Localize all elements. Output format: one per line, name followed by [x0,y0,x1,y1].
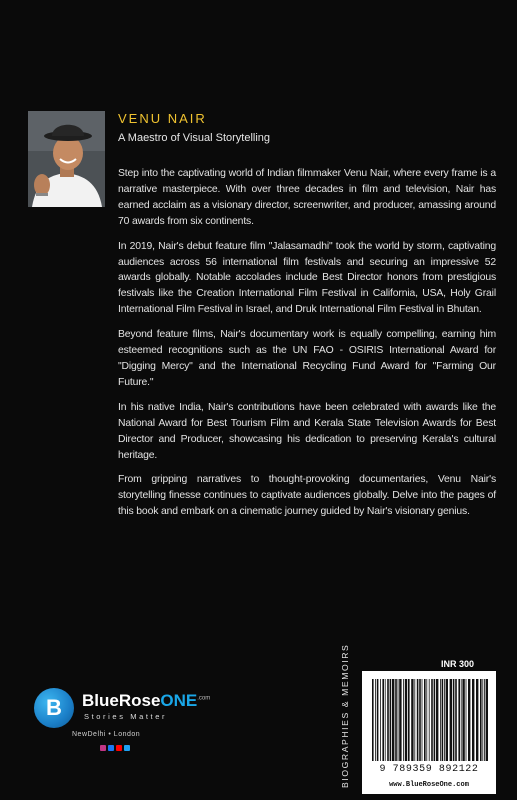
author-tagline: A Maestro of Visual Storytelling [118,132,271,144]
author-bio [118,166,496,529]
barcode-bar [398,679,399,761]
genre-label-wrap [338,643,358,792]
barcode-bar [462,679,464,761]
publisher-name-suffix: .com [197,695,211,702]
bio-paragraph: Beyond feature films, Nair's documentary work is equally compelling, earning him esteemed recognitions such as the UN FAO - OSIRIS International Award for "Digging Mercy" and the International Recycling Fund Award for "Farming Our Future." [118,329,496,388]
author-photo [28,111,105,207]
barcode [362,671,496,794]
barcode-bars [370,679,488,763]
barcode-bar [429,679,430,761]
barcode-bar [446,679,448,761]
publisher-name-part1: BlueRose [82,691,161,710]
author-name: VENU NAIR [118,111,207,126]
barcode-bar [375,679,376,761]
instagram-icon [100,745,106,751]
barcode-bar [444,679,445,761]
publisher-social-icons [100,745,130,751]
barcode-bar [372,679,374,761]
barcode-bar [480,679,482,761]
barcode-bar [395,679,397,761]
barcode-bar [440,679,441,761]
barcode-bar [453,679,455,761]
publisher-name-part2: ONE [160,691,198,710]
barcode-bar [442,679,444,761]
publisher-logo [34,688,234,788]
publisher-tagline: Stories Matter [84,712,168,721]
publisher-name [82,691,210,711]
barcode-bar [382,679,384,761]
barcode-bar [484,679,485,761]
bio-paragraph: In 2019, Nair's debut feature film "Jalasamadhi" took the world by storm, captivating audiences across 56 international film festivals and securing an impressive 52 awards globally. Notable accolades include Best Director honors from prestigious festivals like the Creation International Film Festival in California, USA, Holy Grail International Film Festival in Israel, and Druk International Film Festival in Bhutan. [118,240,496,316]
barcode-bar [392,679,394,761]
genre-label: BIOGRAPHIES & MEMOIRS [340,643,350,788]
barcode-bar [450,679,452,761]
barcode-bar [422,679,423,761]
barcode-bar [385,679,386,761]
twitter-icon [124,745,130,751]
barcode-bar [417,679,419,761]
publisher-cities: NewDelhi • London [72,731,141,738]
barcode-bar [411,679,413,761]
barcode-bar [482,679,483,761]
barcode-bar [476,679,478,761]
barcode-bar [424,679,426,761]
bio-paragraph: Step into the captivating world of Indian filmmaker Venu Nair, where every frame is a narrative masterpiece. With over three decades in film and television, Nair has earned acclaim as a visionary director, screenwriter, and producer, amassing around 70 awards from six continents. [118,168,496,227]
barcode-bar [377,679,379,761]
barcode-bar [461,679,462,761]
barcode-bar [387,679,389,761]
bio-paragraph: In his native India, Nair's contributions have been celebrated with awards like the National Award for Best Tourism Film and Kerala State Television Awards for Best Director and Producer, showcasing his dedication to preserving Kerala's cultural heritage. [118,401,496,461]
barcode-bar [466,679,467,761]
barcode-bar [419,679,421,761]
barcode-bar [390,679,392,761]
isbn-number: 9 789359 892122 [379,764,479,775]
barcode-bar [458,679,460,761]
barcode-bar [399,679,401,761]
publisher-website: www.BlueRoseOne.com [389,781,469,789]
bio-paragraph: From gripping narratives to thought-provoking documentaries, Venu Nair's storytelling finesse continues to captivate audiences globally. Delve into the pages of this book and embark on a cinematic journey guided by Nair's visionary genius. [118,474,496,518]
barcode-bar [468,679,470,761]
barcode-bar [431,679,433,761]
barcode-bar [486,679,488,761]
barcode-bar [414,679,415,761]
price-label: INR 300 [441,659,475,669]
publisher-logo-letter: B [46,695,62,720]
barcode-bar [434,679,436,761]
barcode-bar [380,679,381,761]
barcode-bar [426,679,427,761]
barcode-bar [472,679,474,761]
publisher-logo-icon [34,688,74,728]
barcode-bar [403,679,404,761]
youtube-icon [116,745,122,751]
barcode-bar [405,679,407,761]
facebook-icon [108,745,114,751]
barcode-bar [408,679,410,761]
barcode-bar [436,679,438,761]
barcode-bar [455,679,457,761]
